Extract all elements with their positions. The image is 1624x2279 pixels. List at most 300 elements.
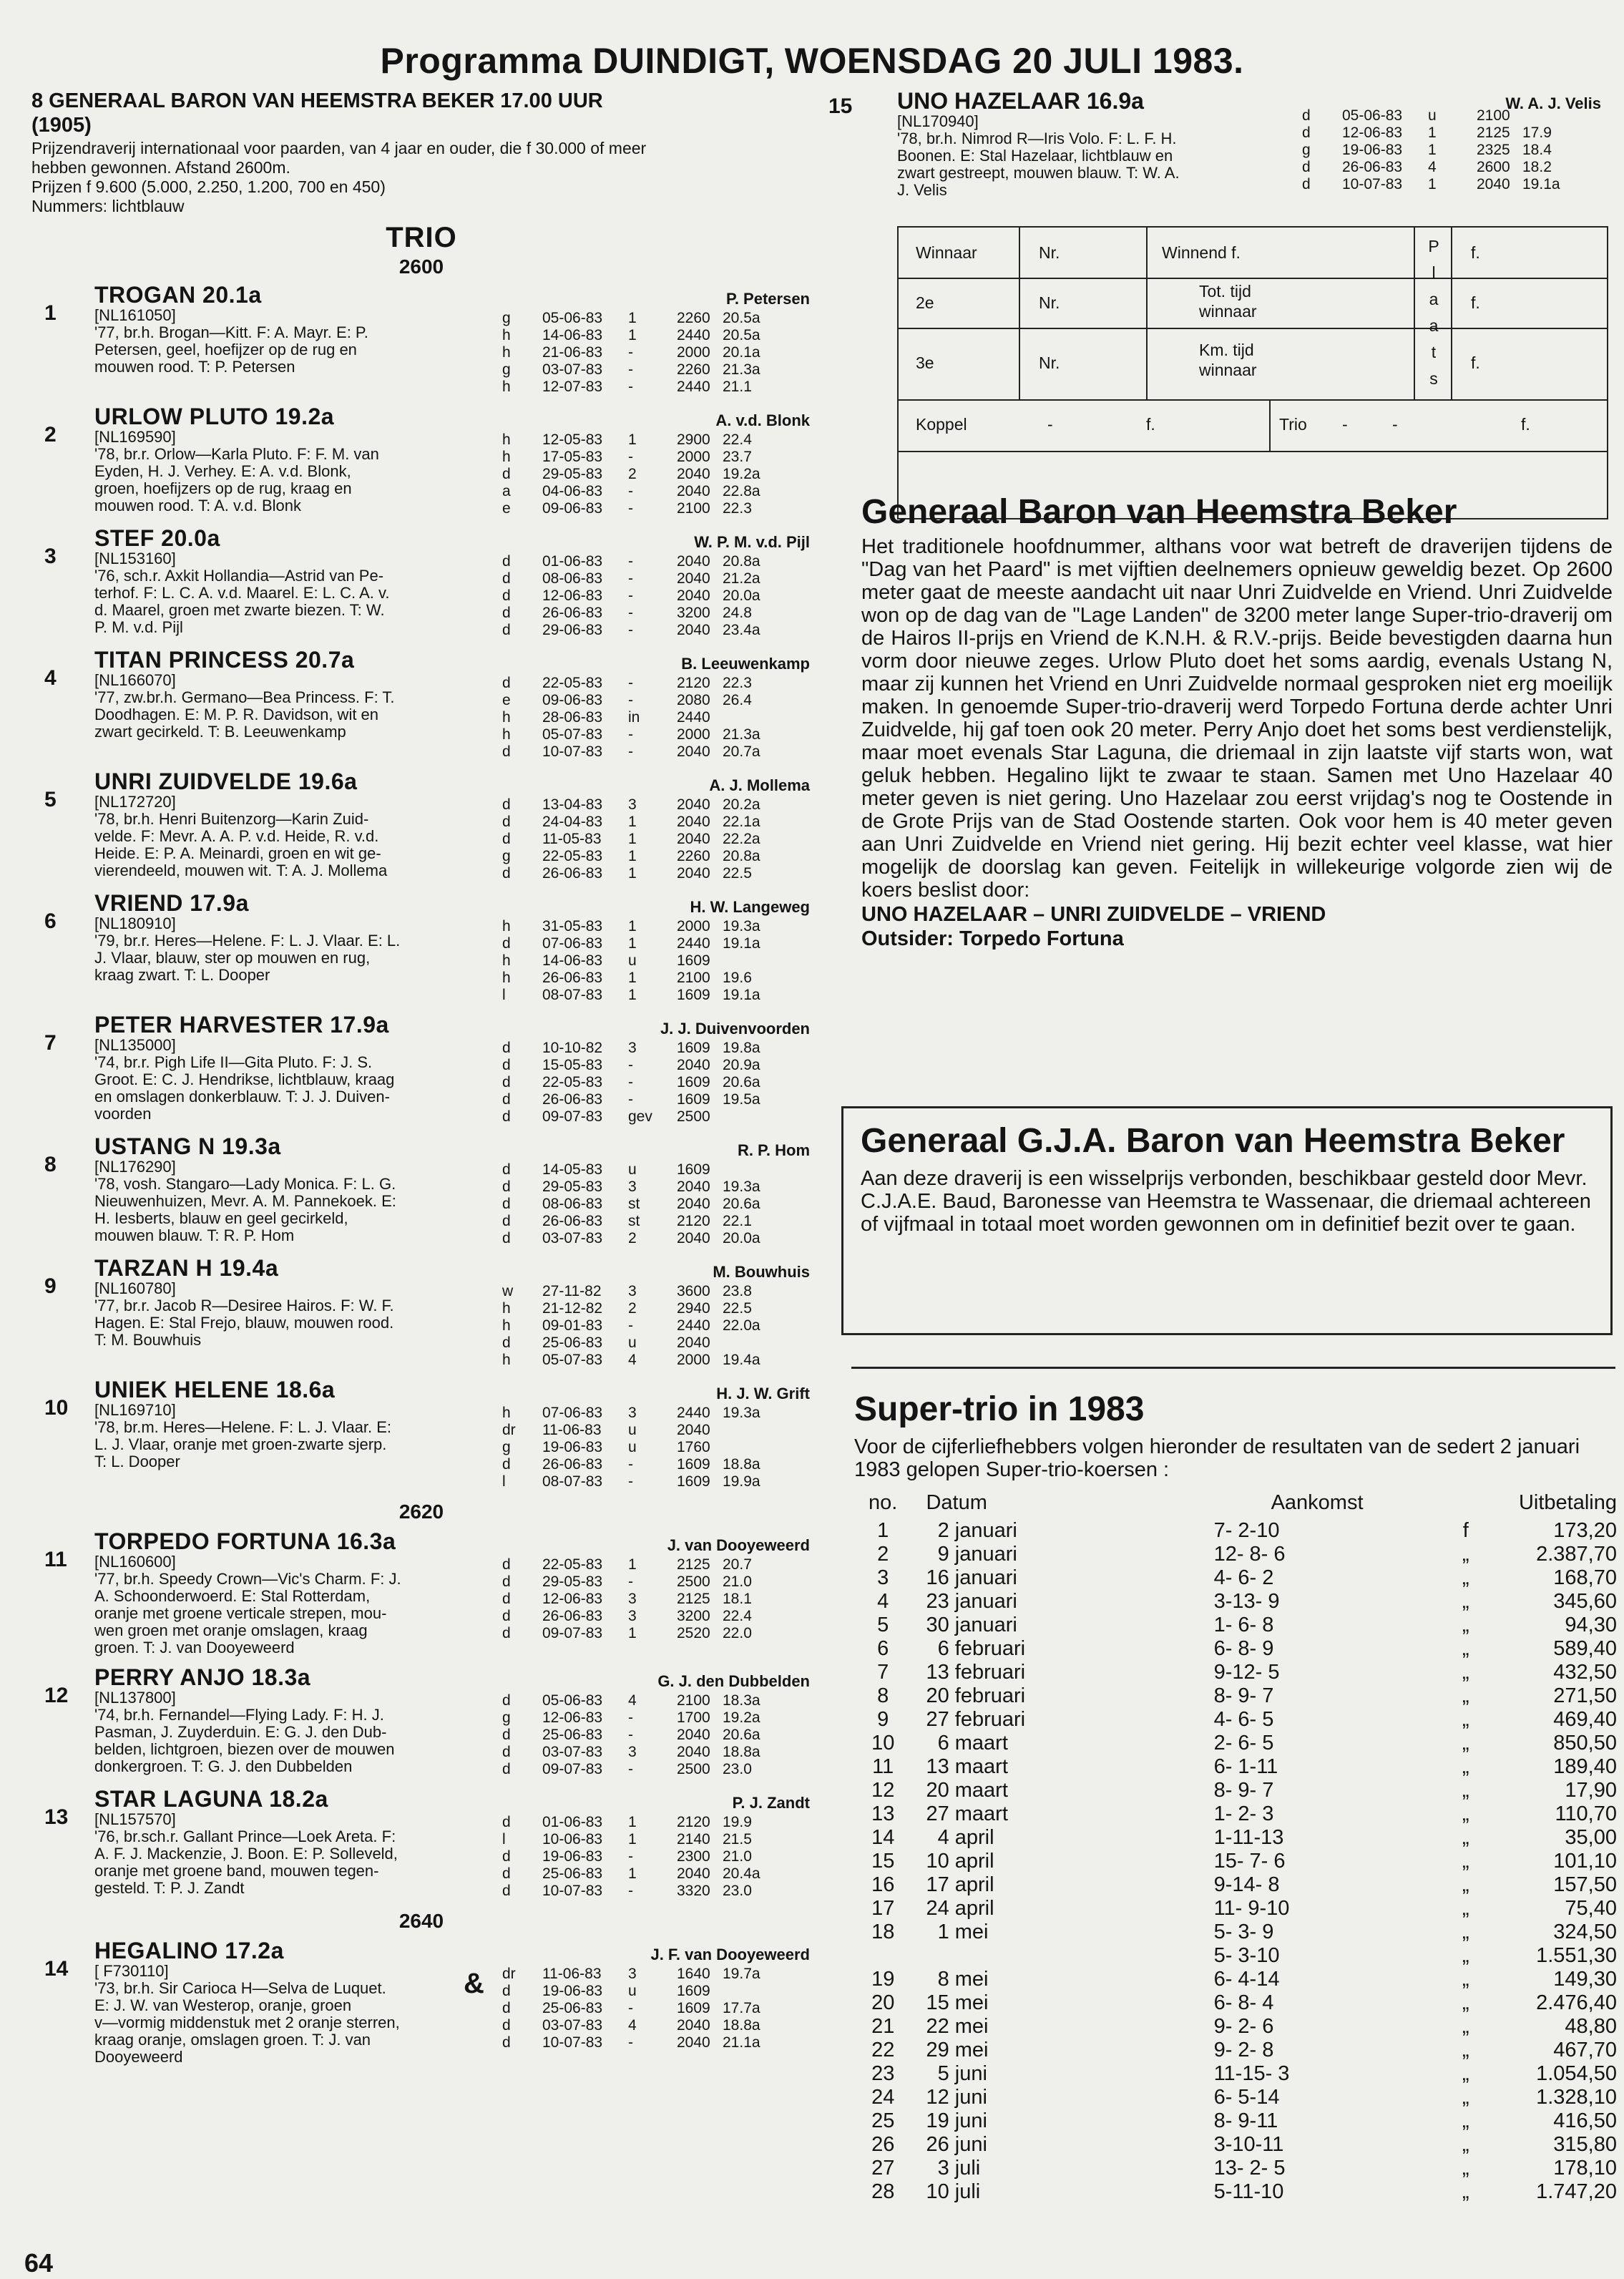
description-line: gesteld. T: P. J. Zandt	[94, 1879, 245, 1897]
currency-mark: „	[1462, 1543, 1469, 1566]
start-time: 19.7a	[723, 1966, 760, 1982]
start-distance: 2125	[677, 1591, 710, 1607]
start-track: d	[502, 1883, 511, 1899]
start-time: 20.5a	[723, 327, 760, 343]
start-row	[502, 379, 810, 396]
start-date: 14-05-83	[542, 1161, 603, 1178]
start-track: d	[502, 553, 511, 570]
start-row	[502, 1405, 810, 1422]
arrival-order: 5- 3- 9	[1213, 1921, 1274, 1943]
start-position: 1	[628, 431, 637, 448]
supertrio-table	[854, 1491, 1617, 2204]
start-row	[1302, 176, 1610, 193]
start-distance: 2000	[677, 918, 710, 934]
race-day: 3	[937, 2157, 949, 2180]
start-position: 3	[628, 1591, 637, 1607]
start-distance: 2000	[677, 449, 710, 465]
start-row	[502, 431, 810, 449]
entry-number: 3	[44, 545, 57, 568]
start-distance: 2440	[677, 1405, 710, 1421]
start-row	[502, 935, 810, 952]
race-no: 6	[877, 1637, 889, 1660]
start-row	[502, 1966, 810, 1983]
horse-code: [ F730110]	[94, 1962, 169, 1980]
horse-description	[94, 1707, 502, 1775]
race-no: 11	[872, 1755, 894, 1778]
start-distance: 2040	[677, 483, 710, 499]
start-distance: 2040	[677, 553, 710, 570]
start-row	[502, 2000, 810, 2017]
start-position: 2	[628, 1300, 637, 1317]
horse-name: TROGAN 20.1a	[94, 282, 262, 308]
start-row	[502, 1161, 810, 1178]
start-row	[502, 1439, 810, 1456]
currency-mark: „	[1462, 2062, 1469, 2085]
arrival-order: 9- 2- 8	[1213, 2039, 1274, 2061]
start-time: 22.8a	[723, 483, 760, 499]
entry-number: 4	[44, 666, 57, 690]
race-column	[31, 89, 811, 2074]
start-row	[502, 1692, 810, 1709]
table-row	[854, 2109, 1617, 2133]
entry-form	[502, 1787, 810, 1900]
race-day: 22	[926, 2015, 949, 2038]
start-time: 19.6	[723, 970, 752, 986]
description-line: P. M. v.d. Pijl	[94, 618, 183, 636]
start-row	[502, 814, 810, 831]
start-row	[502, 865, 810, 882]
entry-form	[502, 1665, 810, 1778]
start-time: 24.8	[723, 605, 752, 621]
dash: -	[1342, 415, 1348, 434]
entry-form	[502, 1256, 810, 1369]
start-track: d	[502, 466, 511, 482]
start-time: 19.3a	[723, 1405, 760, 1421]
start-track: d	[502, 587, 511, 604]
start-row	[502, 1422, 810, 1439]
start-time: 20.1a	[723, 344, 760, 361]
race-day: 15	[926, 1991, 949, 2014]
table-row	[854, 2180, 1617, 2204]
entry-number: 8	[44, 1153, 57, 1176]
race-day: 9	[937, 1543, 949, 1566]
start-track: d	[502, 1692, 511, 1709]
starts-table	[502, 1966, 810, 2051]
horse-description	[94, 1054, 502, 1123]
km-tijd-label: Km. tijd	[1199, 341, 1254, 359]
entry-details	[94, 1134, 502, 1247]
start-time: 21.3a	[723, 361, 760, 378]
start-distance: 2040	[677, 1865, 710, 1882]
horse-entry	[31, 1665, 811, 1778]
dash: -	[1392, 415, 1398, 434]
race-month: januari	[954, 1614, 1017, 1636]
start-position: 1	[628, 327, 637, 343]
start-track: d	[502, 1178, 511, 1195]
start-row	[502, 310, 810, 327]
description-line: mouwen rood. T: P. Petersen	[94, 358, 295, 376]
description-line: '77, zw.br.h. Germano—Bea Princess. F: T.	[94, 688, 395, 706]
start-date: 08-07-83	[542, 1473, 603, 1490]
currency-mark: „	[1462, 1684, 1469, 1707]
arrival-order: 2- 6- 5	[1213, 1732, 1274, 1755]
start-date: 09-06-83	[542, 692, 603, 708]
horse-code: [NL172720]	[94, 793, 176, 811]
race-day: 27	[926, 1708, 949, 1731]
race-day: 19	[926, 2109, 949, 2132]
payout: 850,50	[1553, 1732, 1617, 1755]
start-row	[502, 1831, 810, 1848]
description-line: E: J. W. van Westerop, oranje, groen	[94, 1996, 352, 2014]
race-day: 10	[926, 2180, 949, 2203]
col-header-no: no.	[869, 1491, 898, 1514]
horse-code: [NL169590]	[94, 428, 176, 446]
start-date: 03-07-83	[542, 1744, 603, 1760]
start-date: 10-06-83	[542, 1831, 603, 1848]
start-time: 22.4	[723, 1608, 752, 1624]
race-day: 13	[926, 1755, 949, 1778]
divider	[851, 1367, 1615, 1369]
start-track: d	[502, 570, 511, 587]
start-distance: 2040	[677, 1422, 710, 1438]
start-position: 1	[628, 848, 637, 864]
payout: 416,50	[1553, 2109, 1617, 2132]
start-track: g	[502, 1709, 511, 1726]
trainer-name: J. van Dooyeweerd	[667, 1536, 810, 1554]
race-month: juni	[954, 2109, 987, 2132]
start-position: -	[628, 379, 633, 395]
tot-tijd-label: Tot. tijd	[1199, 282, 1251, 301]
horse-entry	[31, 404, 811, 517]
start-track: d	[502, 1865, 511, 1882]
currency-mark: „	[1462, 1637, 1469, 1660]
start-row	[1302, 142, 1610, 159]
start-track: d	[502, 1334, 511, 1351]
start-date: 12-06-83	[542, 1591, 603, 1607]
start-time: 19.9	[723, 1814, 752, 1830]
start-date: 10-07-83	[542, 2034, 603, 2051]
horse-name: VRIEND 17.9a	[94, 890, 249, 916]
race-info-line: Nummers: lichtblauw	[31, 197, 185, 215]
table-row	[854, 1661, 1617, 1684]
description-line: velde. F: Mevr. A. A. P. v.d. Heide, R. v.d.	[94, 827, 379, 845]
start-time: 22.2a	[723, 831, 760, 847]
race-month: mei	[954, 2015, 989, 2038]
race-no: 2	[877, 1543, 889, 1566]
race-month: januari	[954, 1519, 1017, 1542]
payout: 48,80	[1565, 2015, 1617, 2038]
start-row	[502, 726, 810, 743]
article-text: Het traditionele hoofdnummer, althans voor wat betreft de draverijen tijdens de "Dag van het Paard" is met vijftien deelnemers opnieuw geweldig bezet. Op 2600 meter gaat de meeste aandacht uit naar Unri Zuidvelde en Vriend. Unri Zuidvelde won op de dag van de "Lage Landen" de 3200 meter lange Super-trio-draverij om de Hairos II-prijs en Vriend de K.N.H. & R.V.-prijs. Beide bevestigden daarna hun vorm door nieuwe zeges. Urlow Pluto doet het soms aardig, evenals Ustang N, maar zij kunnen het Vriend en Unri Zuidvelde normaal gesproken niet erg moeilijk maken. In genoemde Super-trio-draverij werd Torpedo Fortuna derde achter Unri Zuidvelde, hij gaf toen ook 20 meter. Perry Anjo doet het soms best verdienstelijk, maar moet evenals Star Laguna, die driemaal in zijn laatste vijf starts won, wat geluk hebben. Hegalino lijkt te zwaar te staan. Samen met Uno Hazelaar 40 meter geven is niet gering. Uno Hazelaar zou eerst vrijdag's nog te Oostende in de Grote Prijs van de Stad Oostende starten. Ook voor hem is 40 meter geven aan Unri Zuidvelde en Vriend niet gering. Hij bezit echter veel klasse, wat hier mogelijk de doorslag kan geven. Feitelijk in willekeurige volgorde zien wij de koers beslist door:	[861, 535, 1613, 902]
start-position: 1	[1428, 176, 1437, 192]
race-no: 25	[871, 2109, 895, 2132]
start-distance: 2040	[677, 2034, 710, 2051]
start-time: 22.3	[723, 500, 752, 517]
entries-list	[31, 283, 811, 1490]
table-row	[854, 1543, 1617, 1566]
start-distance: 2900	[677, 431, 710, 448]
start-time: 21.3a	[723, 726, 760, 743]
start-date: 19-06-83	[542, 1439, 603, 1455]
start-distance: 2440	[677, 709, 710, 726]
start-date: 29-06-83	[542, 622, 603, 638]
starts-table	[502, 675, 810, 761]
starts-table	[502, 1405, 810, 1490]
start-position: u	[628, 1983, 637, 1999]
start-date: 22-05-83	[542, 848, 603, 864]
description-line: '79, br.r. Heres—Helene. F: L. J. Vlaar. E: L.	[94, 932, 401, 950]
race-month: februari	[954, 1661, 1026, 1684]
start-position: 3	[628, 1966, 637, 1982]
start-row	[1302, 159, 1610, 176]
start-time: 19.1a	[723, 987, 760, 1003]
race-month: januari	[954, 1543, 1017, 1566]
currency-mark: „	[1462, 1921, 1469, 1943]
start-distance: 2040	[677, 2017, 710, 2034]
start-distance: 2940	[677, 1300, 710, 1317]
start-position: u	[1428, 107, 1437, 124]
start-time: 26.4	[723, 692, 752, 708]
trophy-text: Aan deze draverij is een wisselprijs verbonden, beschikbaar gesteld door Mevr. C.J.A.E. Baud, Baronesse van Heemstra te Wassenaar, die driemaal achtereen of vijfmaal in totaal moet worden gewonnen om in definitief bezit over te gaan.	[861, 1167, 1591, 1236]
start-track: d	[502, 1625, 511, 1641]
start-track: d	[502, 675, 511, 691]
entry-details	[94, 1012, 502, 1126]
start-distance: 2040	[677, 831, 710, 847]
supertrio-title: Super-trio in 1983	[854, 1390, 1145, 1428]
race-day: 20	[926, 1684, 949, 1707]
horse-code: [NL176290]	[94, 1158, 176, 1176]
horse-entry	[31, 1256, 811, 1369]
start-row	[502, 1074, 810, 1091]
race-month	[955, 1944, 1185, 1968]
start-date: 09-07-83	[542, 1761, 603, 1777]
col-header-uitbetaling: Uitbetaling	[1518, 1491, 1617, 1514]
page-title-b: WOENSDAG 20 JULI 1983.	[784, 41, 1244, 81]
start-date: 12-06-83	[1342, 125, 1403, 141]
start-position: -	[628, 743, 633, 760]
table-row	[854, 1755, 1617, 1779]
start-track: g	[502, 848, 511, 864]
currency-mark: „	[1462, 1614, 1469, 1636]
start-position: -	[628, 622, 633, 638]
payout: 1.747,20	[1536, 2180, 1617, 2203]
currency-mark: f	[1462, 1519, 1469, 1542]
description-line: belden, lichtgroen, biezen over de mouwen	[94, 1740, 395, 1758]
km-tijd-winnaar-label: winnaar	[1199, 361, 1257, 379]
race-day: 17	[926, 1873, 949, 1896]
start-row	[502, 675, 810, 692]
start-distance: 1609	[677, 1074, 710, 1090]
arrival-order: 3-13- 9	[1213, 1590, 1280, 1613]
page-title-a: Programma DUINDIGT,	[380, 41, 775, 81]
start-track: d	[502, 1814, 511, 1830]
horse-description	[94, 1828, 502, 1897]
start-date: 25-06-83	[542, 2000, 603, 2016]
currency-mark: „	[1462, 1661, 1469, 1684]
description-line: '74, br.r. Pigh Life II—Gita Pluto. F: J. S.	[94, 1053, 373, 1071]
race-number-note: (1905)	[31, 114, 92, 137]
currency-mark: „	[1462, 1566, 1469, 1589]
payout: 168,70	[1553, 1566, 1617, 1589]
payout: 178,10	[1553, 2157, 1617, 2180]
nr-label: Nr.	[1039, 293, 1060, 312]
race-no: 23	[871, 2062, 895, 2085]
start-row	[502, 1091, 810, 1108]
start-distance: 1700	[677, 1709, 710, 1726]
start-distance: 2500	[677, 1108, 710, 1125]
start-position: 1	[628, 970, 637, 986]
start-time: 19.9a	[723, 1473, 760, 1490]
start-track: d	[502, 1040, 511, 1056]
start-track: d	[502, 1573, 511, 1590]
start-row	[502, 1196, 810, 1213]
start-position: 3	[628, 1178, 637, 1195]
entry-number: 7	[44, 1031, 57, 1055]
start-row	[502, 361, 810, 379]
horse-entry	[31, 769, 811, 882]
start-time	[723, 709, 810, 726]
race-no: 10	[871, 1732, 895, 1755]
tot-tijd-winnaar-label: winnaar	[1199, 302, 1257, 321]
entry-details	[94, 1938, 502, 2066]
race-month: februari	[954, 1684, 1026, 1707]
entry-number: 12	[44, 1684, 69, 1707]
start-row	[502, 1230, 810, 1247]
table-row	[854, 1826, 1617, 1850]
entry-number: 11	[44, 1548, 67, 1571]
start-date: 26-06-83	[542, 1608, 603, 1624]
race-info-line: Prijzendraverij internationaal voor paarden, van 4 jaar en ouder, die f 30.000 of meer	[31, 139, 647, 157]
start-track: d	[502, 1230, 511, 1246]
starts-table	[502, 1556, 810, 1642]
horse-entry	[31, 648, 811, 761]
start-position: -	[628, 1709, 633, 1726]
race-no: 17	[871, 1897, 895, 1920]
start-position: -	[628, 1727, 633, 1743]
arrival-order: 13- 2- 5	[1213, 2157, 1286, 2180]
start-distance: 2040	[677, 1230, 710, 1246]
start-row	[502, 1456, 810, 1473]
start-track: d	[502, 605, 511, 621]
arrival-order: 6- 8- 4	[1213, 1991, 1274, 2014]
payout: 35,00	[1565, 1826, 1617, 1849]
start-time: 17.7a	[723, 2000, 760, 2016]
race-day: 8	[937, 1968, 949, 1991]
start-distance: 2100	[677, 1692, 710, 1709]
start-row	[502, 553, 810, 570]
horse-entry	[31, 1134, 811, 1247]
horse-name: PETER HARVESTER 17.9a	[94, 1012, 389, 1038]
start-row	[502, 1108, 810, 1126]
trainer-name: P. J. Zandt	[732, 1794, 810, 1812]
start-distance: 2040	[677, 865, 710, 882]
description-line: J. Velis	[897, 181, 947, 199]
start-position: -	[628, 1573, 633, 1590]
start-time	[723, 1983, 810, 2000]
start-distance: 2440	[677, 379, 710, 395]
start-time: 23.8	[723, 1283, 752, 1299]
start-time: 19.3a	[723, 918, 760, 934]
currency-mark: „	[1462, 1968, 1469, 1991]
start-position: -	[628, 692, 633, 708]
start-date: 12-06-83	[542, 1709, 603, 1726]
horse-entry	[31, 1529, 811, 1656]
race-month: juni	[954, 2062, 987, 2085]
currency-mark: „	[1462, 1897, 1469, 1920]
trainer-name: W. P. M. v.d. Pijl	[694, 533, 810, 551]
start-date: 05-07-83	[542, 1352, 603, 1368]
race-month: juli	[954, 2157, 981, 2180]
start-track: d	[502, 814, 511, 830]
trainer-name: R. P. Hom	[737, 1141, 810, 1159]
start-row	[502, 743, 810, 761]
start-position: -	[628, 726, 633, 743]
start-date: 04-06-83	[542, 483, 603, 499]
horse-code: [NL180910]	[94, 914, 176, 932]
race-day: 30	[926, 1614, 949, 1636]
race-month: maart	[954, 1732, 1008, 1755]
arrival-order: 3-10-11	[1213, 2133, 1284, 2156]
race-day: 2	[937, 1519, 949, 1542]
description-line: Hagen. E: Stal Frejo, blauw, mouwen rood.	[94, 1314, 394, 1332]
start-time: 22.4	[723, 431, 752, 448]
start-date: 22-05-83	[542, 1556, 603, 1573]
entry-form	[502, 1012, 810, 1126]
race-month: januari	[954, 1590, 1017, 1613]
start-row	[502, 449, 810, 466]
start-track: d	[502, 831, 511, 847]
start-distance: 2040	[677, 1727, 710, 1743]
start-row	[502, 500, 810, 517]
race-day: 20	[926, 1779, 949, 1802]
entry-number: 10	[44, 1396, 69, 1420]
starts-table	[502, 1161, 810, 1247]
description-line: vierendeeld, mouwen wit. T: A. J. Mollema	[94, 862, 388, 879]
start-date: 11-05-83	[542, 831, 602, 847]
start-position: 4	[1428, 159, 1437, 175]
start-date: 08-07-83	[542, 987, 603, 1003]
start-row	[502, 1625, 810, 1642]
description-line: terhof. F: L. C. A. v.d. Maarel. E: L. C. A. v.	[94, 584, 390, 602]
horse-code: [NL161050]	[94, 306, 176, 324]
horse-name: STEF 20.0a	[94, 525, 220, 551]
start-track: d	[502, 1727, 511, 1743]
horse-code: [NL160600]	[94, 1553, 176, 1571]
f-label: f.	[1521, 415, 1530, 434]
start-track: d	[1302, 107, 1311, 124]
start-distance: 1609	[677, 1091, 710, 1108]
description-line: Nieuwenhuizen, Mevr. A. M. Pannekoek. E:	[94, 1192, 396, 1210]
start-date: 05-06-83	[542, 310, 603, 326]
payout: 149,30	[1553, 1968, 1617, 1991]
payout: 157,50	[1553, 1873, 1617, 1896]
table-row	[854, 1732, 1617, 1755]
start-track: h	[502, 449, 511, 465]
arrival-order: 6- 4-14	[1213, 1968, 1280, 1991]
entry-details	[94, 1665, 502, 1778]
trainer-name: H. J. W. Grift	[716, 1385, 810, 1402]
start-date: 26-06-83	[1342, 159, 1403, 175]
start-position: 1	[1428, 142, 1437, 158]
table-row	[854, 1614, 1617, 1637]
entry-form	[502, 526, 810, 639]
start-position: in	[628, 709, 640, 726]
start-position: 2	[628, 466, 637, 482]
entry-number: 5	[44, 788, 57, 811]
description-line: en omslagen donkerblauw. T: J. J. Duiven-	[94, 1088, 390, 1106]
start-position: -	[628, 1074, 633, 1090]
race-no: 4	[877, 1590, 889, 1613]
